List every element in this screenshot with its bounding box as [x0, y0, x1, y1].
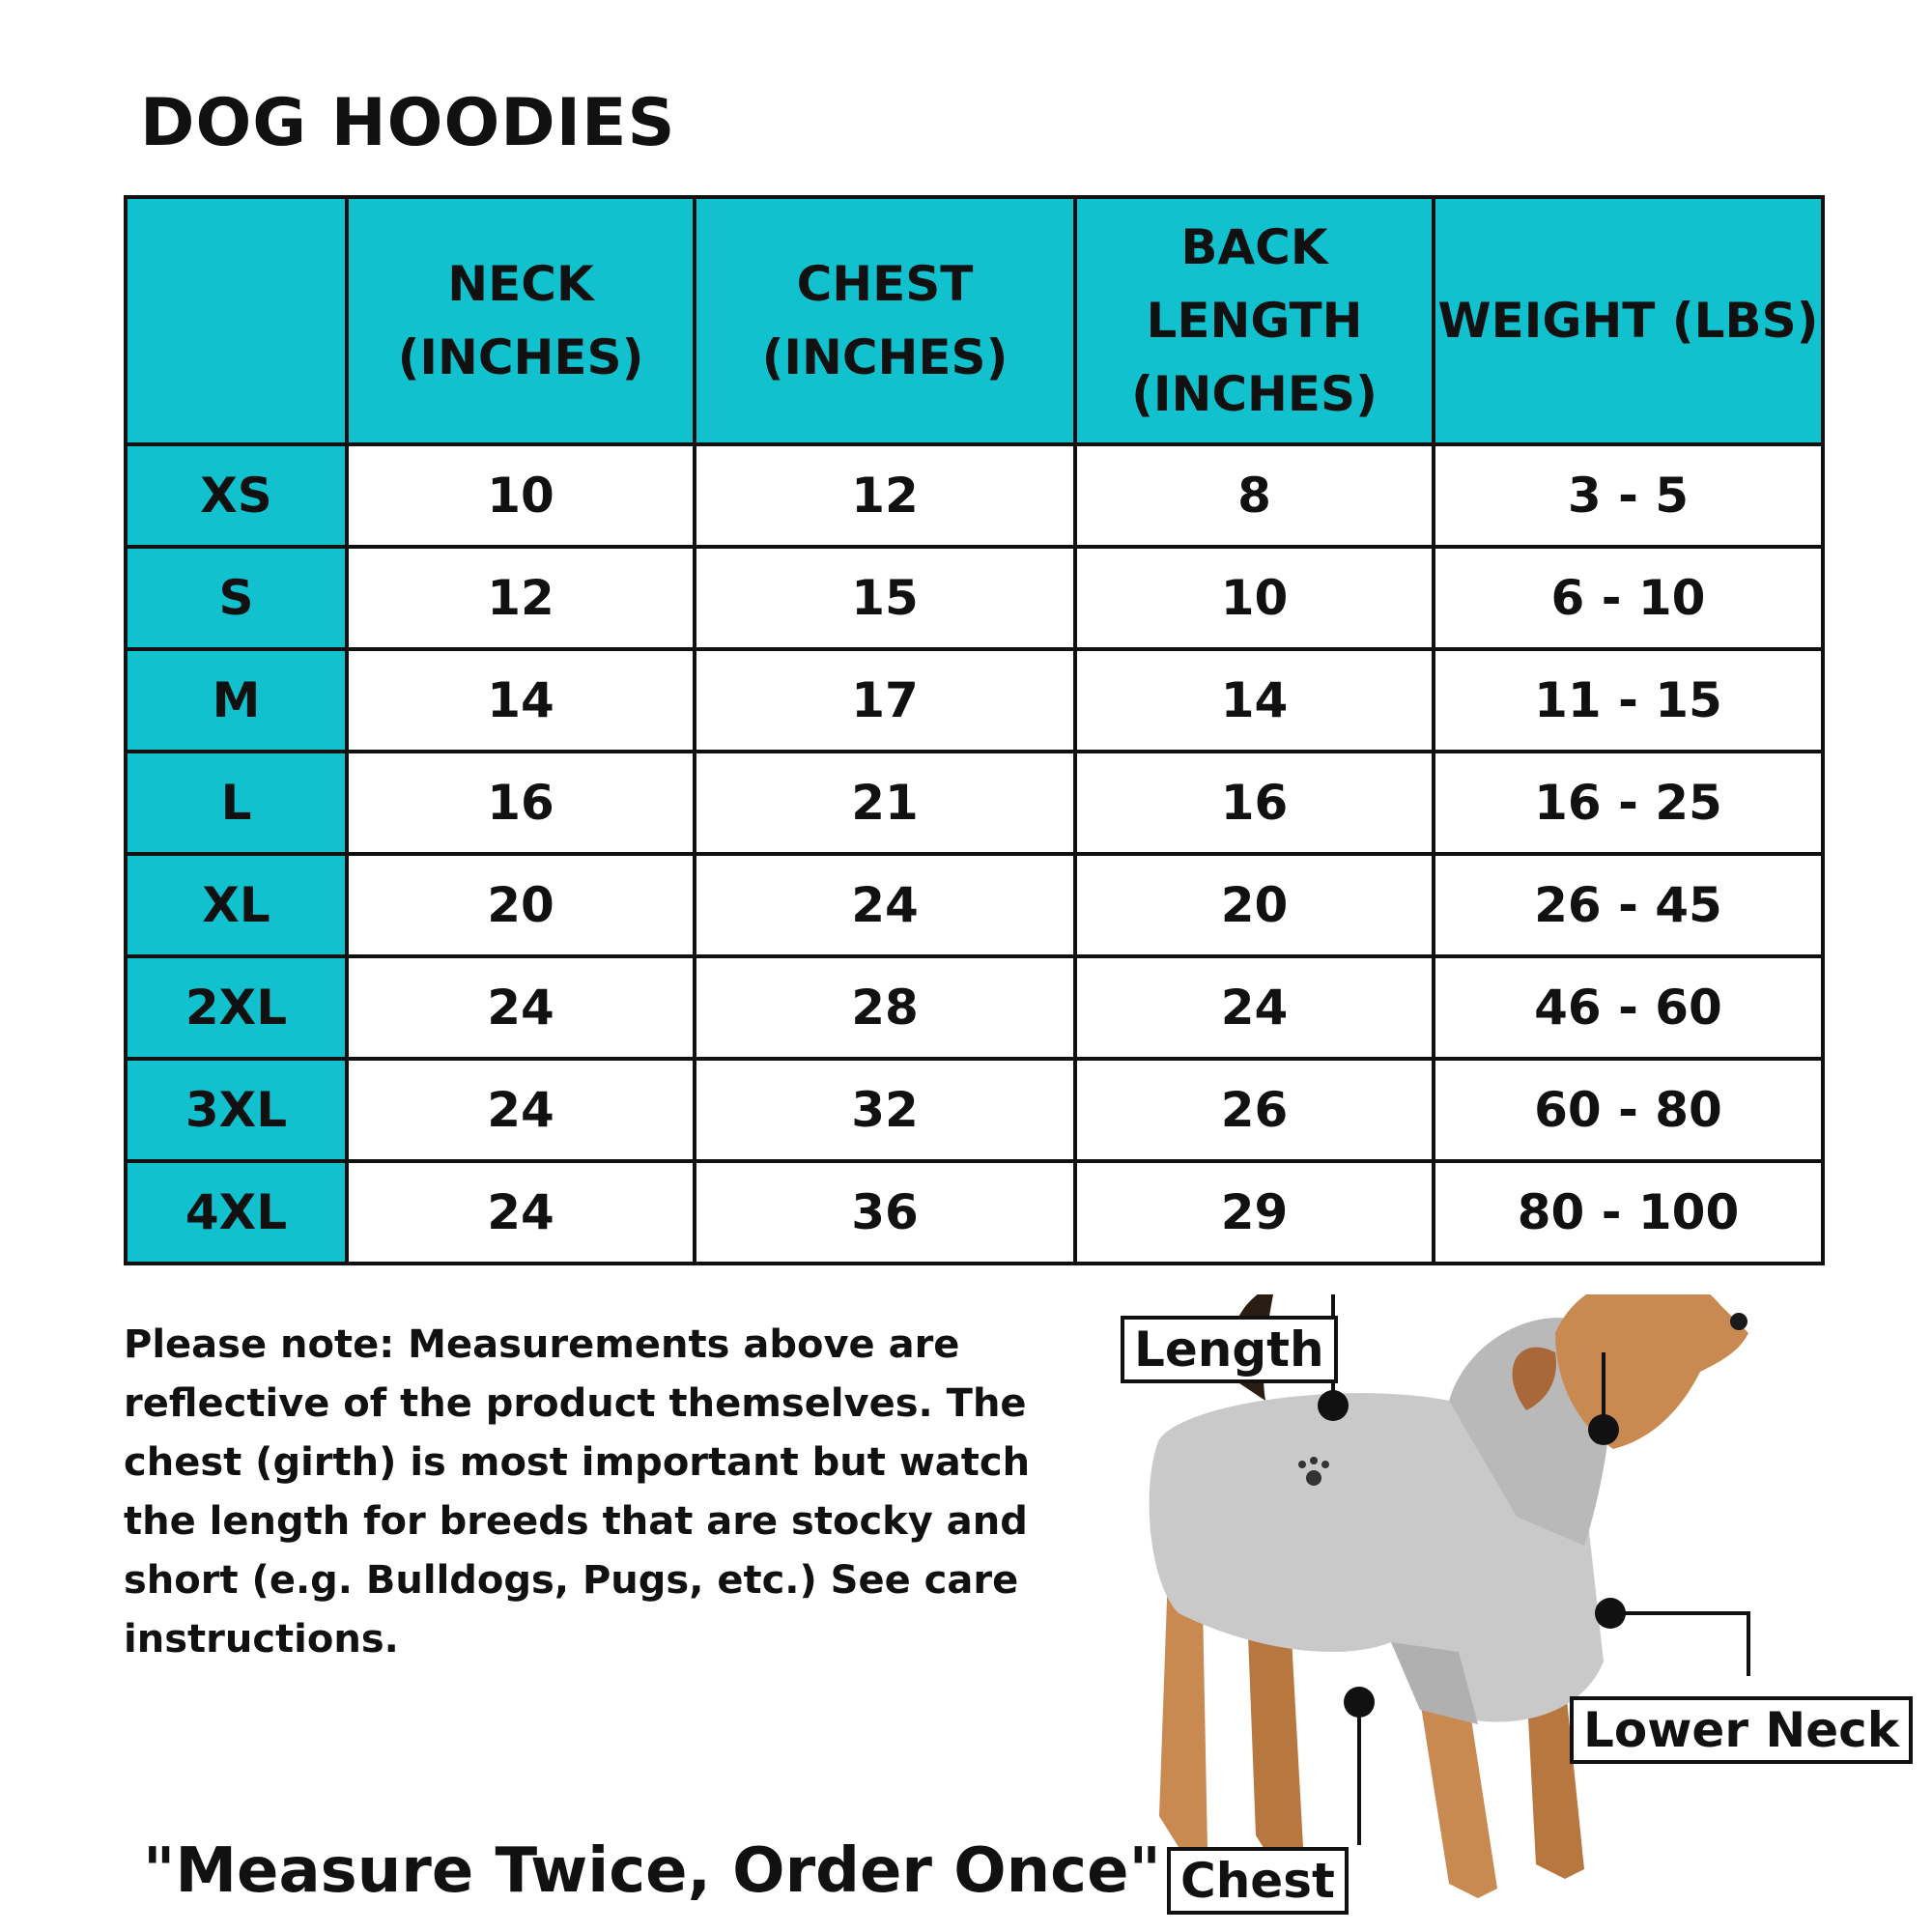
dog-in-hoodie-illustration	[1101, 1294, 1758, 1913]
table-row	[126, 1059, 1823, 1161]
table-row	[126, 854, 1823, 956]
slogan: "Measure Twice, Order Once"	[143, 1835, 1161, 1907]
header-chest: CHEST (INCHES)	[695, 197, 1075, 444]
length-label: Length	[1121, 1316, 1338, 1383]
header-weight: WEIGHT (LBS)	[1434, 197, 1823, 444]
dog-front-leg	[1420, 1700, 1497, 1898]
table-row	[126, 444, 1823, 547]
chest-value: 12	[695, 444, 1075, 547]
table-row	[126, 956, 1823, 1059]
header-size	[126, 197, 347, 444]
measurement-note: Please note: Measurements above are reflective of the product themselves. The chest (girth) is most important but watch the length for breeds that are stocky and short (e.g. Bulldogs, Pugs, etc.) See care instructions.	[124, 1322, 1031, 1662]
weight-value: 46 - 60	[1434, 956, 1823, 1059]
chest-value: 28	[695, 956, 1075, 1059]
neck-value: 24	[347, 1161, 695, 1264]
size-label: 3XL	[126, 1059, 347, 1161]
back-length-value: 16	[1075, 752, 1434, 854]
neck-value: 24	[347, 956, 695, 1059]
neck-value: 14	[347, 649, 695, 752]
size-label: L	[126, 752, 347, 854]
lower-neck-label: Lower Neck	[1570, 1696, 1913, 1764]
chest-value: 32	[695, 1059, 1075, 1161]
chest-value: 15	[695, 547, 1075, 649]
back-length-value: 24	[1075, 956, 1434, 1059]
chest-value: 21	[695, 752, 1075, 854]
size-label: S	[126, 547, 347, 649]
back-length-value: 20	[1075, 854, 1434, 956]
weight-value: 11 - 15	[1434, 649, 1823, 752]
dog-nose	[1730, 1313, 1747, 1330]
table-row	[126, 752, 1823, 854]
chest-value: 36	[695, 1161, 1075, 1264]
table-row	[126, 547, 1823, 649]
back-length-value: 8	[1075, 444, 1434, 547]
neck-value: 10	[347, 444, 695, 547]
back-length-value: 26	[1075, 1059, 1434, 1161]
weight-value: 60 - 80	[1434, 1059, 1823, 1161]
weight-value: 80 - 100	[1434, 1161, 1823, 1264]
chest-label: Chest	[1167, 1847, 1349, 1915]
page-title: DOG HOODIES	[140, 85, 676, 161]
chest-value: 17	[695, 649, 1075, 752]
header-neck: NECK (INCHES)	[347, 197, 695, 444]
back-length-value: 29	[1075, 1161, 1434, 1264]
weight-value: 26 - 45	[1434, 854, 1823, 956]
table-row	[126, 649, 1823, 752]
back-length-value: 10	[1075, 547, 1434, 649]
size-label: M	[126, 649, 347, 752]
neck-value: 24	[347, 1059, 695, 1161]
size-label: XS	[126, 444, 347, 547]
table-header-row	[126, 197, 1823, 444]
weight-value: 16 - 25	[1434, 752, 1823, 854]
size-label: XL	[126, 854, 347, 956]
neck-value: 16	[347, 752, 695, 854]
weight-value: 6 - 10	[1434, 547, 1823, 649]
lower-neck-pointer	[1595, 1598, 1748, 1676]
table-row	[126, 1161, 1823, 1264]
chest-value: 24	[695, 854, 1075, 956]
back-length-value: 14	[1075, 649, 1434, 752]
weight-value: 3 - 5	[1434, 444, 1823, 547]
size-label: 2XL	[126, 956, 347, 1059]
chest-pointer	[1344, 1687, 1375, 1845]
header-back-length: BACK LENGTH (INCHES)	[1075, 197, 1434, 444]
size-chart-table	[124, 195, 1825, 1265]
neck-value: 20	[347, 854, 695, 956]
neck-value: 12	[347, 547, 695, 649]
size-label: 4XL	[126, 1161, 347, 1264]
